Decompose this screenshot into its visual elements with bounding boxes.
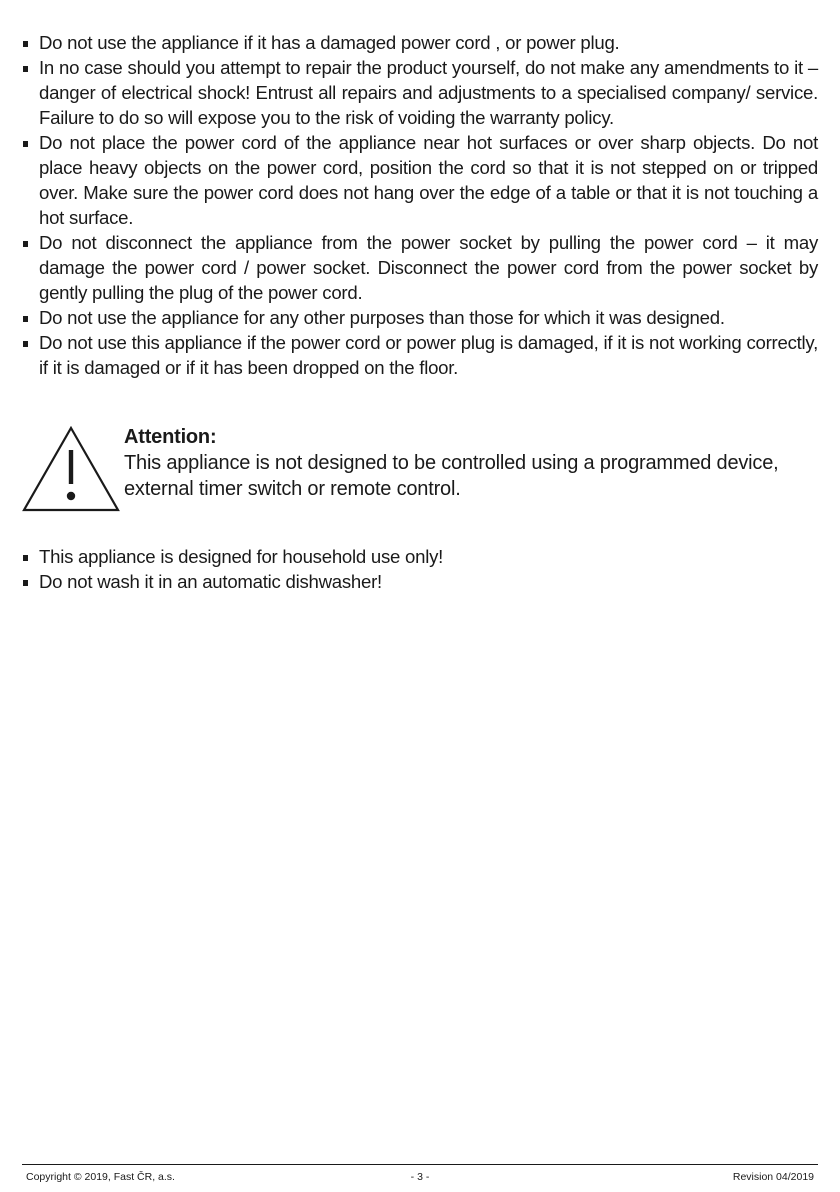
- bullet-square-icon: [23, 580, 28, 586]
- attention-body: This appliance is not designed to be controlled using a programmed device, external timer switch or remote control.: [124, 452, 779, 500]
- attention-notice: [22, 424, 822, 514]
- list-item: Do not use this appliance if the power cord or power plug is damaged, if it is not working correctly, if it is damaged or if it has been dropped on the floor.: [22, 330, 818, 380]
- bullet-square-icon: [23, 316, 28, 322]
- bullet-square-icon: [23, 341, 28, 347]
- attention-text: [124, 424, 822, 502]
- safety-list-bottom: [22, 544, 818, 594]
- bullet-square-icon: [23, 241, 28, 247]
- list-item: Do not use the appliance for any other purposes than those for which it was designed.: [22, 305, 818, 330]
- warning-triangle-icon: [22, 426, 120, 512]
- list-item: Do not wash it in an automatic dishwasher!: [22, 569, 818, 594]
- list-item: Do not use the appliance if it has a damaged power cord , or power plug.: [22, 30, 818, 55]
- bullet-square-icon: [23, 141, 28, 147]
- list-item: Do not place the power cord of the appliance near hot surfaces or over sharp objects. Do not place heavy objects on the power cord, position the cord so that it is not stepped on or tripped over. Make sure the power cord does not hang over the edge of a table or that it is not touching a hot surface.: [22, 130, 818, 230]
- attention-title: Attention:: [124, 426, 217, 448]
- footer-revision: Revision 04/2019: [732, 1171, 814, 1183]
- footer-copyright: Copyright © 2019, Fast ČR, a.s.: [26, 1171, 175, 1183]
- page-footer: [22, 1164, 818, 1187]
- list-item: In no case should you attempt to repair the product yourself, do not make any amendments to it – danger of electrical shock! Entrust all repairs and adjustments to a specialised company/ service. Failure to do so will expose you to the risk of voiding the warranty policy.: [22, 55, 818, 130]
- footer-page-number: - 3 -: [410, 1171, 430, 1183]
- list-item: Do not disconnect the appliance from the power socket by pulling the power cord – it may damage the power cord / power socket. Disconnect the power cord from the power socket by gently pulling the plug of the power cord.: [22, 230, 818, 305]
- bullet-square-icon: [23, 41, 28, 47]
- bullet-square-icon: [23, 555, 28, 561]
- bullet-square-icon: [23, 66, 28, 72]
- list-item: This appliance is designed for household use only!: [22, 544, 818, 569]
- safety-list-top: [22, 30, 818, 380]
